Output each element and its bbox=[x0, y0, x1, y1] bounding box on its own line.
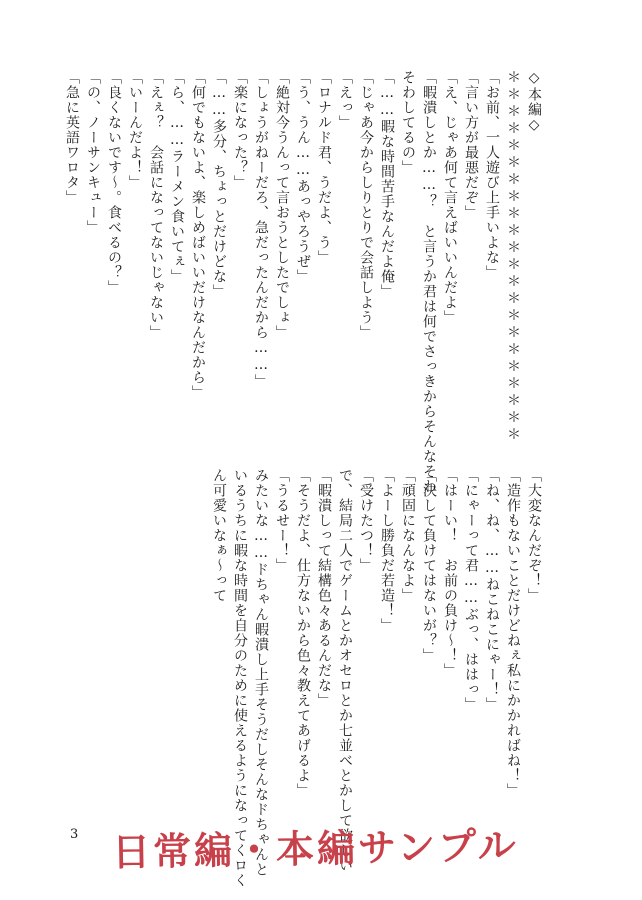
text-line: 「ね、ね、……ねこねこにゃー！」 bbox=[484, 468, 500, 712]
text-line: そわしてるの」 bbox=[400, 70, 416, 175]
text-line: 「はーい！ お前の負け～！」 bbox=[442, 468, 458, 678]
text-line: いるうちに暇な時間を自分のために使えるようになってくロく bbox=[232, 468, 248, 888]
text-line: 「う、うん……あっやろうぜ」 bbox=[295, 70, 311, 284]
text-line: 「にゃーって君……ぶっ、ははっ」 bbox=[463, 468, 479, 712]
text-line: 「……多分、ちょっとだけどな」 bbox=[211, 70, 227, 299]
text-line: 「ロナルド君、うだよ、う」 bbox=[316, 70, 332, 265]
text-line: 「えぇ？ 会話になってないじゃない」 bbox=[148, 70, 164, 340]
text-line: 「言い方が最悪だぞ」 bbox=[463, 70, 479, 220]
text-line: で、結局二人でゲームとかオセロとか七並べとかして欲しい bbox=[337, 468, 353, 873]
text-line: 「よーし勝負だ若造！」 bbox=[379, 468, 395, 633]
text-line: 「の、ノーサンキュー」 bbox=[85, 70, 101, 235]
text-line: ん可愛いなぁ～って bbox=[211, 468, 227, 603]
text-line: 「いーんだよ！」 bbox=[127, 70, 143, 190]
text-line: 「決して負けてはないが？」 bbox=[421, 468, 437, 663]
text-line: 「急に英語ワロタ」 bbox=[64, 70, 80, 205]
text-line: 「じゃあ今からしりとりで会話しよう」 bbox=[358, 70, 374, 340]
text-line: 「ら、……ラーメン食いてぇ」 bbox=[169, 70, 185, 284]
text-line: みたいな……ドちゃん暇潰し上手そうだしそんなドちゃんと bbox=[253, 468, 269, 877]
upper-text-block bbox=[61, 70, 544, 494]
page-number: 3 bbox=[70, 827, 79, 842]
text-line: 「えっ」 bbox=[337, 70, 353, 130]
section-heading: ◇本編◇ bbox=[526, 70, 542, 134]
text-line: 「暇潰しって結構色々あるんだな」 bbox=[316, 468, 332, 708]
text-line: 「絶対今うんって言おうとしたでしょ」 bbox=[274, 70, 290, 340]
text-line: 「暇潰しとか……？ と言うか君は何でさっきからそんなそわ bbox=[421, 70, 437, 494]
text-line: 「受けたつ！」 bbox=[358, 468, 374, 573]
text-line: 「大変なんだぞ！」 bbox=[526, 468, 542, 603]
asterisk-divider: ＊＊＊＊＊＊＊＊＊＊＊＊＊＊＊＊＊＊＊＊＊＊ bbox=[505, 70, 521, 444]
text-line: 「え、じゃあ何て言えばいいんだよ」 bbox=[442, 70, 458, 325]
text-line: 「……暇な時間苦手なんだよ俺」 bbox=[379, 70, 395, 299]
sample-stamp: 日常編・本編サンプル bbox=[111, 823, 520, 875]
text-line: 「しょうがねーだろ、急だったんだから……」 bbox=[253, 70, 269, 389]
text-line: 「楽になった？」 bbox=[232, 70, 248, 190]
text-line: 「何でもないよ、楽しめばいいだけなんだから」 bbox=[190, 70, 206, 400]
text-line: 「そうだよ、仕方ないから色々教えてあげるよ」 bbox=[295, 468, 311, 798]
text-line: 「頑固になんなよ」 bbox=[400, 468, 416, 603]
text-line: 「うるせー！」 bbox=[274, 468, 290, 573]
text-line: 「造作もないことだけどねぇ私にかかればね！」 bbox=[505, 468, 521, 798]
text-line: 「お前、一人遊び上手いよな」 bbox=[484, 70, 500, 280]
text-line: 「良くないです～。食べるの？」 bbox=[106, 70, 122, 295]
